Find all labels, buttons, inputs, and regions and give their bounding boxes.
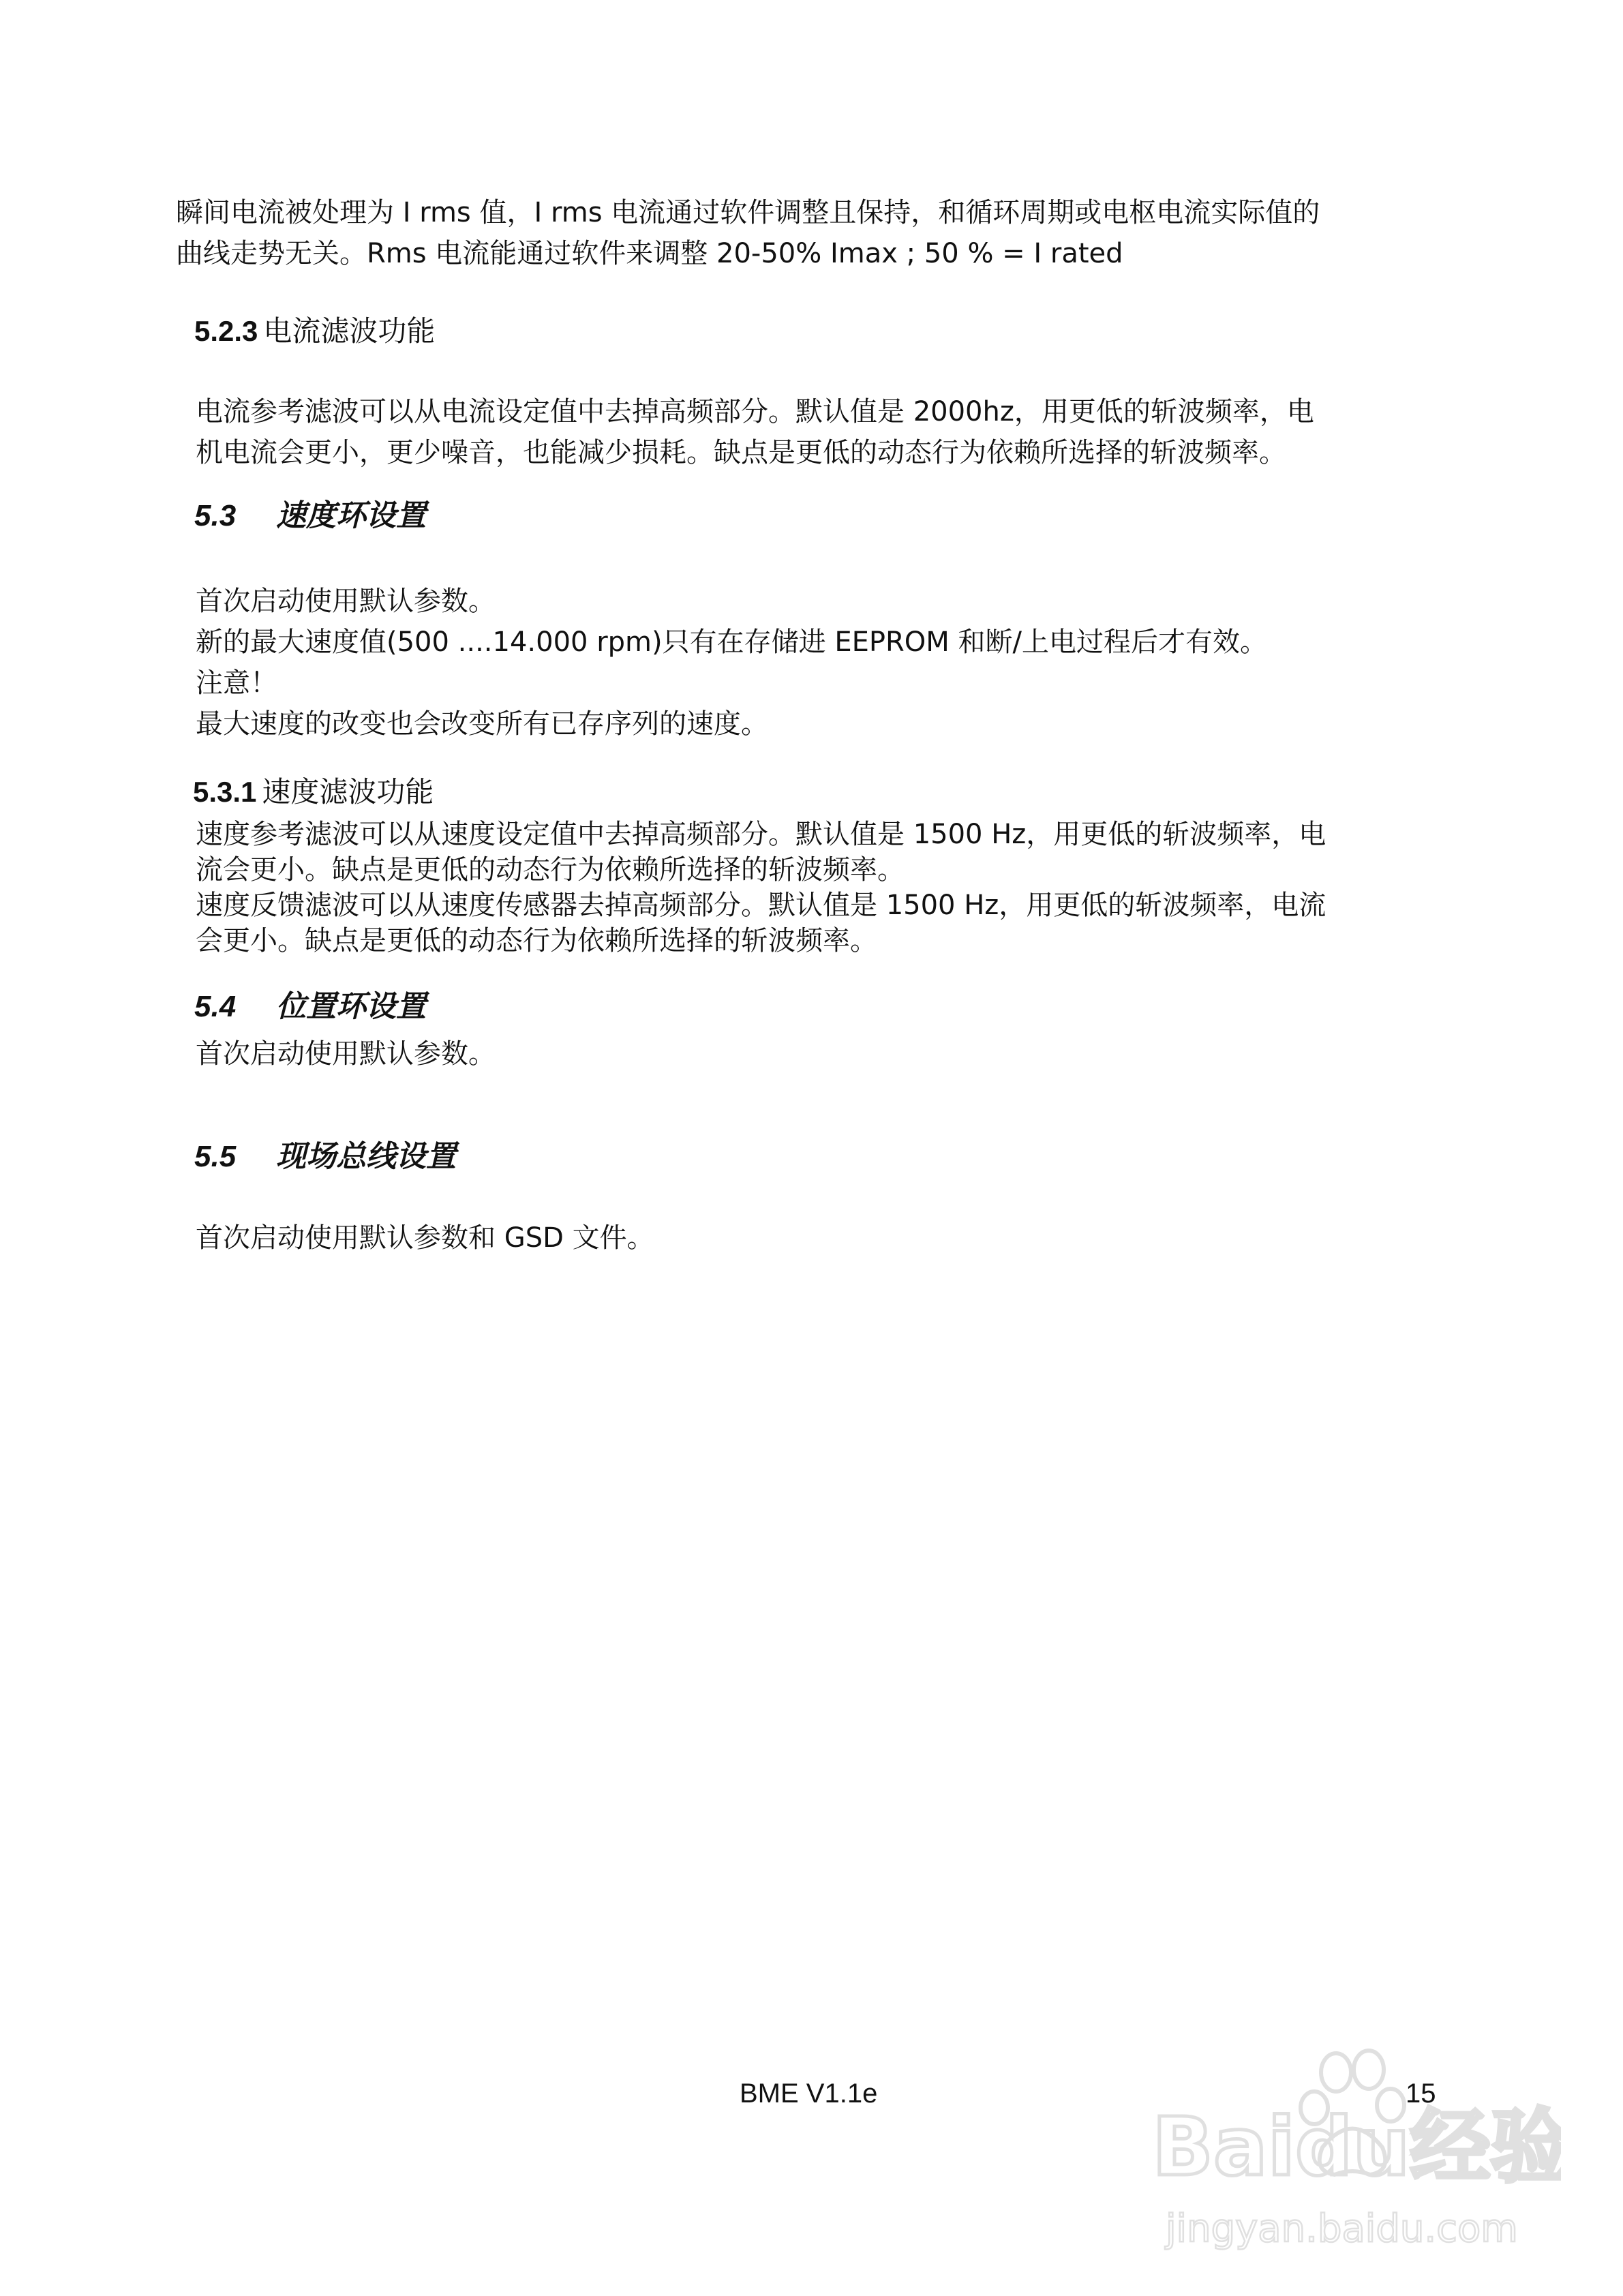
text-line: 首次启动使用默认参数和 GSD 文件。	[196, 1222, 654, 1254]
text-line: 首次启动使用默认参数。	[196, 586, 496, 617]
paragraph-speed-filter	[196, 817, 1326, 958]
text-line: 最大速度的改变也会改变所有已存序列的速度。	[196, 708, 768, 740]
text-line: 机电流会更小，更少噪音，也能减少损耗。缺点是更低的动态行为依赖所选择的斩波频率。	[196, 437, 1286, 468]
text-line: 会更小。缺点是更低的动态行为依赖所选择的斩波频率。	[196, 925, 877, 956]
heading-5-3-1	[193, 773, 434, 811]
paragraph-irms	[176, 192, 1320, 274]
text-line: 速度反馈滤波可以从速度传感器去掉高频部分。默认值是 1500 Hz，用更低的斩波频率，电流	[196, 890, 1326, 921]
paragraph-speed-loop	[196, 581, 1267, 744]
text-line: 电流参考滤波可以从电流设定值中去掉高频部分。默认值是 2000hz，用更低的斩波频率，电	[196, 396, 1314, 427]
heading-number: 5.4	[194, 990, 237, 1023]
heading-title: 现场总线设置	[276, 1139, 456, 1174]
text-line: 曲线走势无关。Rms 电流能通过软件来调整 20-50% Imax ; 50 % = I rated	[176, 238, 1123, 269]
heading-number: 5.5	[194, 1140, 237, 1173]
paragraph-position-loop	[196, 1033, 496, 1074]
heading-title: 速度环设置	[276, 498, 426, 533]
heading-5-3	[194, 496, 426, 536]
paragraph-fieldbus	[196, 1218, 654, 1258]
footer-page-number: 15	[1406, 2079, 1436, 2109]
text-line: 新的最大速度值(500 ....14.000 rpm)只有在存储进 EEPROM 和断/上电过程后才有效。	[196, 626, 1267, 658]
text-line: 流会更小。缺点是更低的动态行为依赖所选择的斩波频率。	[196, 854, 905, 886]
baidu-paw-logo-icon	[1152, 2045, 1561, 2263]
heading-title: 速度滤波功能	[262, 775, 434, 809]
heading-number: 5.3.1	[193, 776, 257, 808]
text-line: 瞬间电流被处理为 I rms 值，I rms 电流通过软件调整且保持，和循环周期或电枢电流实际值的	[176, 197, 1320, 228]
text-line: 首次启动使用默认参数。	[196, 1038, 496, 1070]
footer-doc-version: BME V1.1e	[740, 2079, 878, 2109]
heading-5-2-3	[194, 312, 435, 350]
heading-title: 电流滤波功能	[263, 314, 436, 348]
text-line: 注意！	[196, 667, 277, 699]
heading-number: 5.3	[194, 499, 237, 532]
heading-number: 5.2.3	[194, 315, 258, 347]
heading-title: 位置环设置	[276, 989, 426, 1024]
paragraph-current-filter	[196, 391, 1314, 473]
text-line: 速度参考滤波可以从速度设定值中去掉高频部分。默认值是 1500 Hz，用更低的斩波频率，电	[196, 819, 1326, 850]
baidu-jingyan-watermark	[1152, 2045, 1561, 2263]
heading-5-5	[194, 1137, 456, 1177]
heading-5-4	[194, 987, 426, 1027]
watermark-brand-text: Baidu经验	[1152, 2100, 1561, 2194]
watermark-url-text: jingyan.baidu.com	[1166, 2207, 1518, 2251]
